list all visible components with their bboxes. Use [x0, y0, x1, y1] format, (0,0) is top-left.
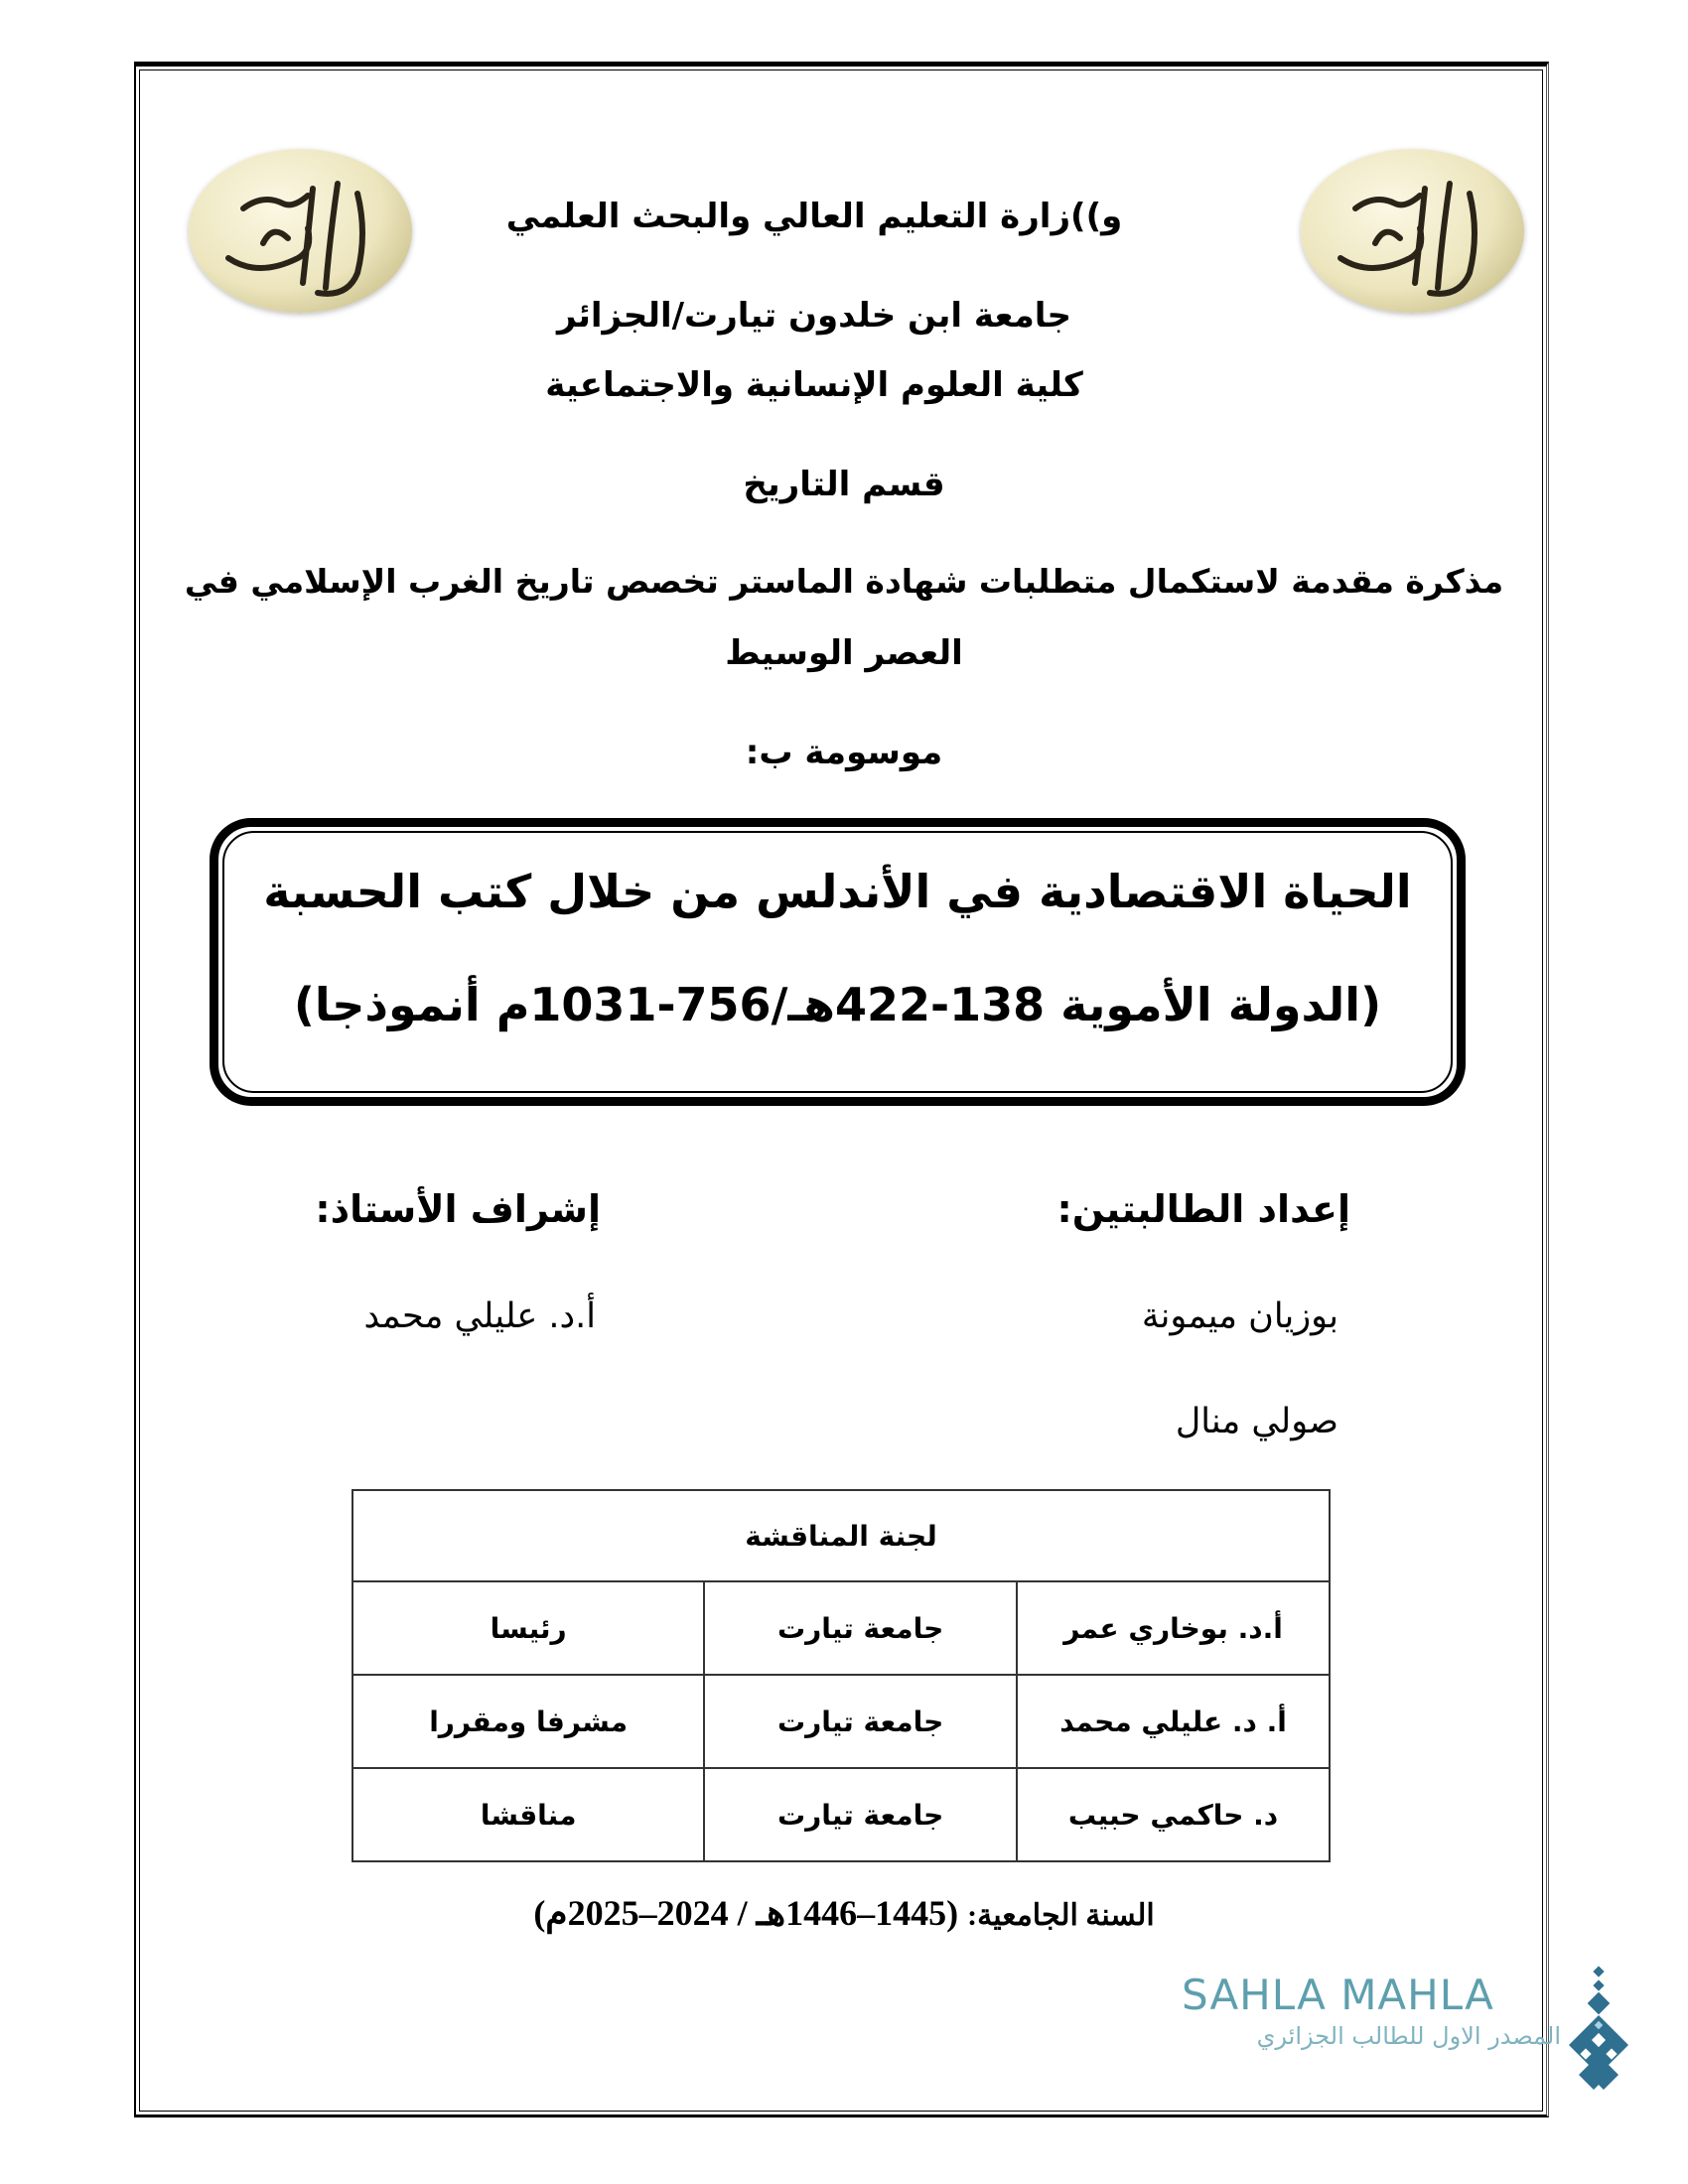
academic-year-value: (1445–1446هـ / 2024–2025م) [533, 1893, 959, 1933]
authors-label: إعداد الطالبتين: [1056, 1187, 1350, 1231]
committee-table [352, 1489, 1331, 1862]
member-institution: جامعة تيارت [704, 1768, 1017, 1861]
member-institution: جامعة تيارت [704, 1581, 1017, 1675]
ministry-name: و))زارة التعليم العالي والبحث العلمي [505, 197, 1123, 236]
watermark-brand: SAHLA MAHLA [1182, 1971, 1494, 2019]
table-row [352, 1768, 1330, 1861]
department-name: قسم التاريخ [743, 465, 945, 504]
sahla-mahla-logo-icon [1564, 1966, 1633, 2095]
member-role: رئيسا [352, 1581, 704, 1675]
supervisor-label: إشراف الأستاذ: [315, 1187, 601, 1231]
member-role: مشرفا ومقررا [352, 1675, 704, 1768]
supervisor-name: أ.د. عليلي محمد [363, 1297, 596, 1336]
sahla-mahla-watermark [1182, 1971, 1628, 2110]
academic-year-label: السنة الجامعية: [967, 1899, 1155, 1932]
thesis-title-line2: (الدولة الأموية 138-422هـ/756-1031م أنموذجا) [293, 978, 1382, 1031]
university-name: جامعة ابن خلدون تيارت/الجزائر [556, 296, 1072, 336]
member-name: أ. د. عليلي محمد [1017, 1675, 1330, 1768]
thesis-title-line1: الحياة الاقتصادية في الأندلس من خلال كتب الحسبة [263, 865, 1412, 918]
member-name: د. حاكمي حبيب [1017, 1768, 1330, 1861]
thesis-purpose-line1: مذكرة مقدمة لاستكمال متطلبات شهادة الماستر تخصص تاريخ الغرب الإسلامي في [184, 562, 1504, 601]
faculty-name: كلية العلوم الإنسانية والاجتماعية [545, 365, 1083, 405]
thesis-purpose-line2: العصر الوسيط [725, 633, 963, 673]
watermark-tagline: المصدر الاول للطالب الجزائري [1256, 2022, 1561, 2050]
committee-title: لجنة المناقشة [352, 1490, 1330, 1581]
member-institution: جامعة تيارت [704, 1675, 1017, 1768]
titled-label: موسومة ب: [745, 733, 943, 772]
table-row [352, 1581, 1330, 1675]
thesis-title-box [210, 818, 1466, 1106]
author-name-1: بوزيان ميمونة [1141, 1297, 1338, 1336]
author-name-2: صولي منال [1175, 1402, 1338, 1441]
member-name: أ.د. بوخاري عمر [1017, 1581, 1330, 1675]
table-header-row [352, 1490, 1330, 1581]
member-role: مناقشا [352, 1768, 704, 1861]
academic-year [0, 1892, 1688, 1934]
table-row [352, 1675, 1330, 1768]
